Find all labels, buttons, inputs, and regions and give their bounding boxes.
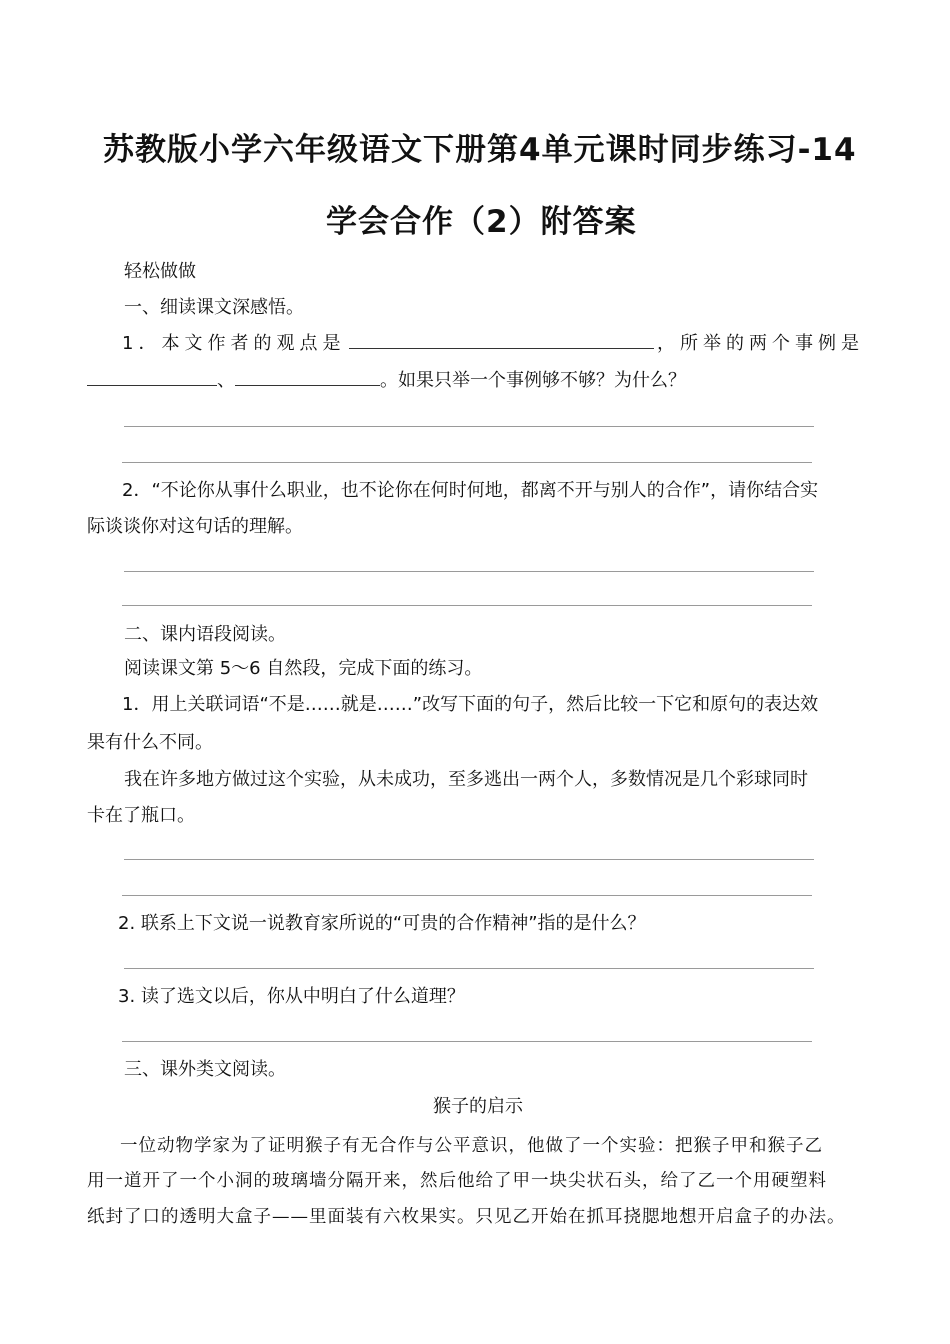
- answer-line[interactable]: [124, 426, 814, 427]
- subheading: 轻松做做: [124, 261, 196, 282]
- answer-line[interactable]: [122, 1041, 812, 1042]
- story-paragraph-line-1: 一位动物学家为了证明猴子有无合作与公平意识，他做了一个实验：把猴子甲和猴子乙: [120, 1136, 823, 1156]
- q1-answer-blank-example-2[interactable]: [235, 367, 380, 386]
- answer-line[interactable]: [124, 571, 814, 572]
- story-title: 猴子的启示: [433, 1096, 523, 1117]
- story-paragraph-line-3: 纸封了口的透明大盒子——里面装有六枚果实。只见乙开始在抓耳挠腮地想开启盒子的办法。: [87, 1207, 846, 1227]
- q1-answer-blank-viewpoint[interactable]: [349, 330, 654, 349]
- answer-line[interactable]: [124, 968, 814, 969]
- section-1-q2-line-1: 2．“不论你从事什么职业，也不论你在何时何地，都离不开与别人的合作”，请你结合实: [122, 480, 819, 501]
- q1-answer-blank-example-1[interactable]: [87, 367, 217, 386]
- section-2-q2: 2. 联系上下文说一说教育家所说的“可贵的合作精神”指的是什么？: [118, 913, 646, 934]
- section-2-quote-line-1: 我在许多地方做过这个实验，从未成功，至多逃出一两个人，多数情况是几个彩球同时: [124, 769, 808, 790]
- section-1-q2-line-2: 际谈谈你对这句话的理解。: [87, 516, 303, 537]
- section-2-q1-line-1: 1．用上关联词语“不是……就是……”改写下面的句子，然后比较一下它和原句的表达效: [122, 694, 819, 715]
- section-1-heading: 一、细读课文深感悟。: [124, 297, 304, 318]
- q1-text-c: 。如果只举一个事例够不够？为什么？: [380, 370, 686, 391]
- answer-line[interactable]: [124, 859, 814, 860]
- section-2-heading: 二、课内语段阅读。: [124, 624, 286, 645]
- story-paragraph-line-2: 用一道开了一个小洞的玻璃墙分隔开来，然后他给了甲一块尖状石头，给了乙一个用硬塑料: [87, 1171, 827, 1191]
- title-line-1: 苏教版小学六年级语文下册第4单元课时同步练习-14: [103, 132, 857, 168]
- q1-text-b: ，所举的两个事例是: [656, 333, 864, 354]
- q1-separator: 、: [217, 370, 235, 391]
- title-line-2: 学会合作（2）附答案: [326, 204, 637, 240]
- q1-text-a: 1．本文作者的观点是: [122, 333, 346, 354]
- section-2-intro: 阅读课文第 5～6 自然段，完成下面的练习。: [124, 658, 483, 679]
- section-2-q1-line-2: 果有什么不同。: [87, 732, 213, 753]
- section-2-q3: 3. 读了选文以后，你从中明白了什么道理？: [118, 986, 465, 1007]
- section-1-q1-line-1: [122, 330, 864, 357]
- section-1-q1-line-2: [87, 367, 686, 394]
- answer-line[interactable]: [122, 895, 812, 896]
- answer-line[interactable]: [122, 605, 812, 606]
- section-3-heading: 三、课外类文阅读。: [124, 1059, 286, 1080]
- section-2-quote-line-2: 卡在了瓶口。: [87, 805, 195, 826]
- answer-line[interactable]: [122, 462, 812, 463]
